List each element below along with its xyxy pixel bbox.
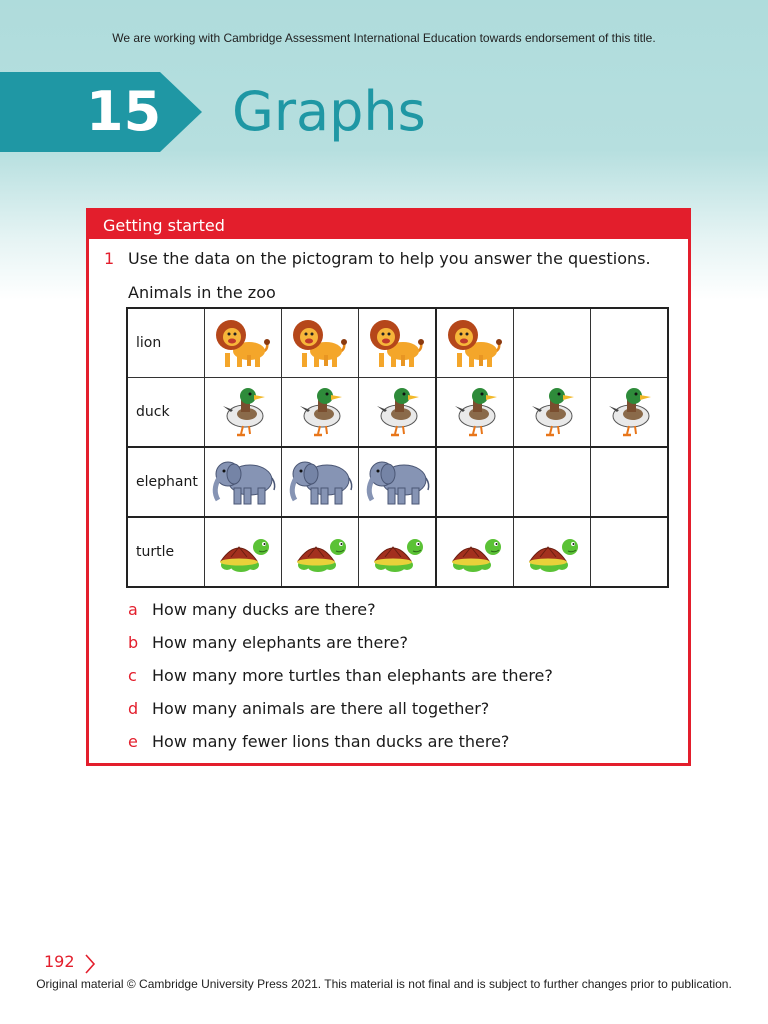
pictogram-cell [591, 308, 669, 378]
sub-question-c [128, 666, 553, 685]
page-number: 192 [44, 952, 75, 971]
pictogram-cell [514, 378, 591, 448]
lion-icon [211, 313, 275, 373]
pictogram-cell [436, 378, 514, 448]
sub-question-letter: e [128, 732, 138, 751]
elephant-icon [362, 454, 432, 510]
turtle-icon [290, 527, 350, 577]
pictogram-cell [282, 308, 359, 378]
pictogram-cell [282, 447, 359, 517]
pictogram-cell [591, 447, 669, 517]
pictogram-cell [359, 447, 437, 517]
chapter-number: 15 [86, 80, 162, 143]
sub-question-text: How many more turtles than elephants are there? [152, 666, 553, 685]
sub-question-letter: a [128, 600, 138, 619]
duck-icon [445, 384, 505, 440]
pictogram-cell [514, 447, 591, 517]
chapter-title: Graphs [232, 80, 426, 143]
pictogram-row-lion [127, 308, 668, 378]
question-text: Use the data on the pictogram to help you answer the questions. [128, 249, 651, 268]
row-label-turtle: turtle [127, 517, 205, 587]
footer-note: Original material © Cambridge University Press 2021. This material is not final and is subject to further changes prior to publication. [36, 977, 732, 991]
sub-question-letter: b [128, 633, 139, 652]
sub-question-text: How many elephants are there? [152, 633, 408, 652]
lion-icon [288, 313, 352, 373]
duck-icon [213, 384, 273, 440]
duck-icon [522, 384, 582, 440]
lion-icon [365, 313, 429, 373]
box-header: Getting started [89, 211, 688, 239]
getting-started-box [86, 208, 691, 766]
pictogram-cell [205, 447, 282, 517]
chevron-right-icon [84, 953, 96, 975]
sub-question-b [128, 633, 408, 652]
endorsement-note: We are working with Cambridge Assessment International Education towards endorsement of this title. [112, 31, 656, 45]
turtle-icon [522, 527, 582, 577]
pictogram-cell [514, 517, 591, 587]
pictogram-cell [282, 517, 359, 587]
pictogram-row-elephant [127, 447, 668, 517]
duck-icon [367, 384, 427, 440]
pictogram-cell [359, 517, 437, 587]
pictogram-cell [359, 308, 437, 378]
pictogram-cell [591, 517, 669, 587]
pictogram-cell [205, 308, 282, 378]
row-label-lion: lion [127, 308, 205, 378]
pictogram [126, 307, 669, 588]
sub-question-a [128, 600, 376, 619]
elephant-icon [285, 454, 355, 510]
pictogram-cell [514, 308, 591, 378]
duck-icon [599, 384, 659, 440]
pictogram-cell [205, 517, 282, 587]
pictogram-cell [436, 308, 514, 378]
pictogram-cell [282, 378, 359, 448]
sub-question-text: How many fewer lions than ducks are there? [152, 732, 510, 751]
turtle-icon [367, 527, 427, 577]
sub-question-d [128, 699, 489, 718]
pictogram-row-turtle [127, 517, 668, 587]
row-label-elephant: elephant [127, 447, 205, 517]
pictogram-cell [359, 378, 437, 448]
pictogram-cell [591, 378, 669, 448]
sub-question-letter: c [128, 666, 137, 685]
turtle-icon [213, 527, 273, 577]
sub-question-text: How many animals are there all together? [152, 699, 490, 718]
lion-icon [443, 313, 507, 373]
elephant-icon [208, 454, 278, 510]
turtle-icon [445, 527, 505, 577]
sub-question-e [128, 732, 509, 751]
pictogram-cell [436, 517, 514, 587]
pictogram-cell [436, 447, 514, 517]
duck-icon [290, 384, 350, 440]
pictogram-cell [205, 378, 282, 448]
row-label-duck: duck [127, 378, 205, 448]
question-number: 1 [104, 249, 115, 268]
pictogram-caption: Animals in the zoo [128, 283, 276, 302]
sub-question-text: How many ducks are there? [152, 600, 376, 619]
pictogram-row-duck [127, 378, 668, 448]
sub-question-letter: d [128, 699, 139, 718]
